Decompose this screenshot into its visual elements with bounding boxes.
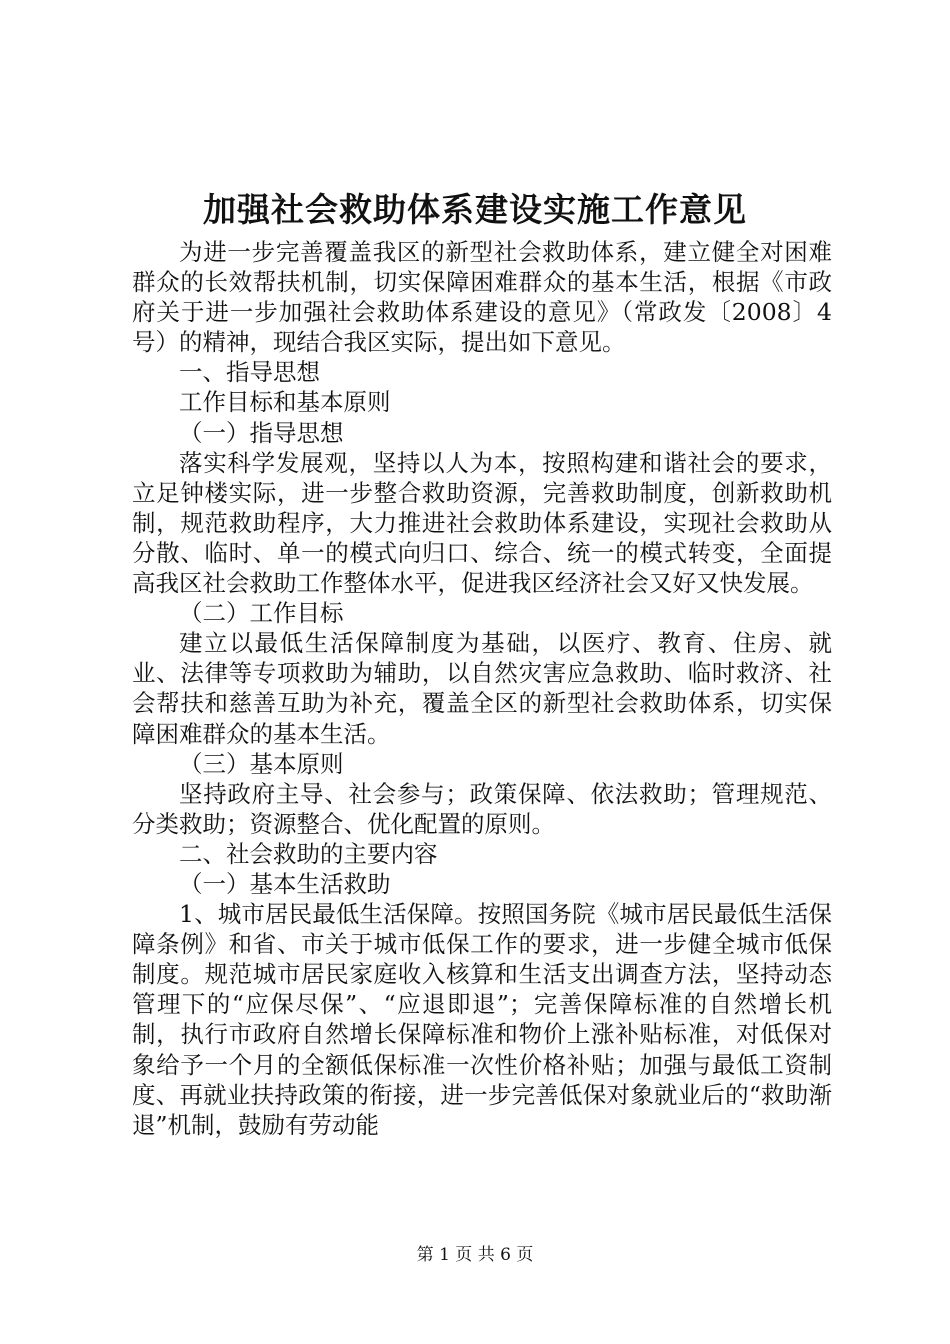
paragraph-basic-principles: 坚持政府主导、社会参与；政策保障、依法救助；管理规范、分类救助；资源整合、优化配置的原则。	[132, 779, 832, 838]
subheading-basic-principles: （三）基本原则	[179, 749, 344, 778]
document-title: 加强社会救助体系建设实施工作意见	[203, 190, 747, 229]
heading-main-content: 二、社会救助的主要内容	[179, 839, 438, 868]
subheading-work-goals: （二）工作目标	[179, 599, 344, 628]
subheading-guiding-ideology: （一）指导思想	[179, 418, 344, 447]
paragraph-guiding-ideology: 落实科学发展观，坚持以人为本，按照构建和谐社会的要求，立足钟楼实际，进一步整合救助资源，完善救助制度，创新救助机制，规范救助程序，大力推进社会救助体系建设，实现社会救助从分散、临时、单一的模式向归口、综合、统一的模式转变，全面提高我区社会救助工作整体水平，促进我区经济社会又好又快发展。	[132, 448, 832, 598]
subheading-basic-living-assistance: （一）基本生活救助	[179, 869, 391, 898]
paragraph-intro: 为进一步完善覆盖我区的新型社会救助体系，建立健全对困难群众的长效帮扶机制，切实保障困难群众的基本生活，根据《市政府关于进一步加强社会救助体系建设的意见》（常政发〔2008〕4号）的精神，现结合我区实际，提出如下意见。	[132, 238, 832, 357]
document-body	[132, 237, 832, 1140]
page-number: 第 1 页 共 6 页	[416, 1245, 534, 1265]
paragraph-minimum-living-guarantee: 1、城市居民最低生活保障。按照国务院《城市居民最低生活保障条例》和省、市关于城市低保工作的要求，进一步健全城市低保制度。规范城市居民家庭收入核算和生活支出调查方法，坚持动态管理下的“应保尽保”、“应退即退”；完善保障标准的自然增长机制，执行市政府自然增长保障标准和物价上涨补贴标准，对低保对象给予一个月的全额低保标准一次性价格补贴；加强与最低工资制度、再就业扶持政策的衔接，进一步完善低保对象就业后的“救助渐退”机制，鼓励有劳动能	[132, 900, 832, 1139]
heading-guiding-ideology: 一、指导思想	[179, 358, 320, 387]
paragraph-work-goals: 建立以最低生活保障制度为基础，以医疗、教育、住房、就业、法律等专项救助为辅助，以自然灾害应急救助、临时救济、社会帮扶和慈善互助为补充，覆盖全区的新型社会救助体系，切实保障困难群众的基本生活。	[132, 629, 832, 748]
heading-goals-principles: 工作目标和基本原则	[179, 388, 391, 417]
